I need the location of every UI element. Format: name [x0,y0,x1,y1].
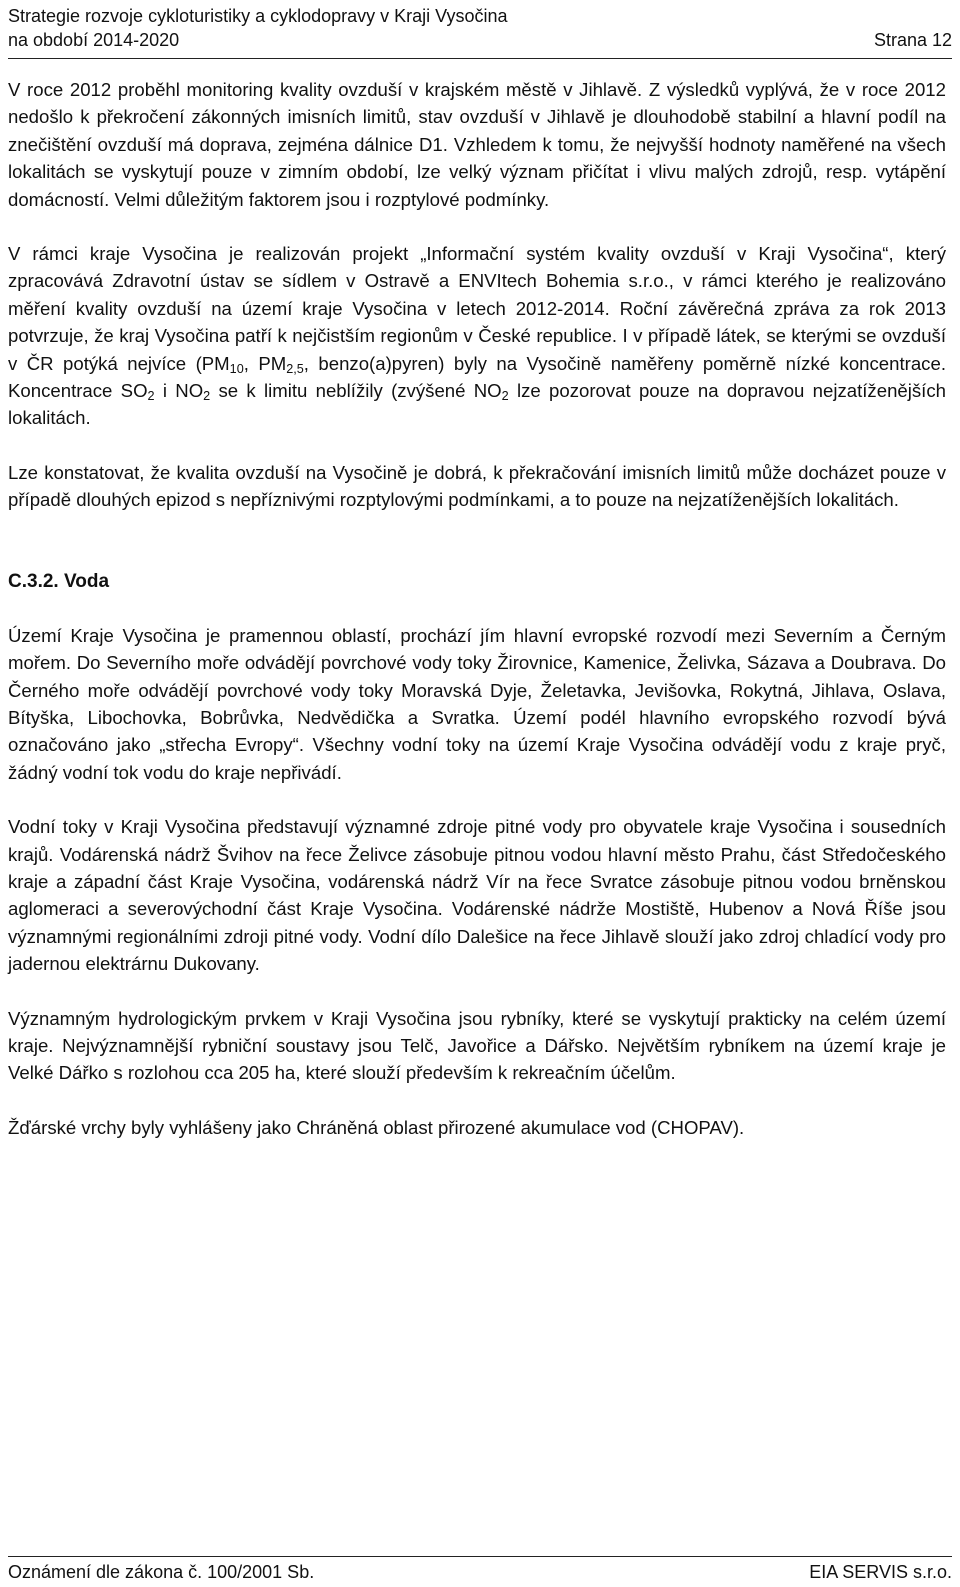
page-header [8,4,952,52]
section-heading-voda: C.3.2. Voda [8,570,110,592]
page-number: Strana 12 [873,30,952,50]
footer-divider [8,1556,952,1557]
paragraph-air-project-text-f: lze pozorovat pouze na dopravou nejzatíženějších lokalitách. [8,380,946,429]
paragraph-air-conclusion: Lze konstatovat, že kvalita ovzduší na Vysočině je dobrá, k překračování imisních limitů může docházet pouze v případě dlouhých epizod s nepříznivými rozptylovými podmínkami, a to pouze na nejzatíženějších lokalitách. [8,461,946,511]
document-body [8,76,946,1168]
subscript-no2-second: 2 [501,389,509,404]
paragraph-air-project-text-e: se k limitu neblížily (zvýšené NO [210,380,502,402]
header-period: na období 2014-2020 [8,30,180,50]
header-row [8,28,952,52]
subscript-so2: 2 [147,389,155,404]
header-divider [8,58,952,59]
footer-right: EIA SERVIS s.r.o. [809,1562,952,1582]
header-title: Strategie rozvoje cykloturistiky a cyklodopravy v Kraji Vysočina [8,6,508,26]
paragraph-air-project-text-b: , PM [243,352,287,374]
paragraph-chopav: Žďárské vrchy byly vyhlášeny jako Chráněná oblast přirozené akumulace vod (CHOPAV). [8,1116,745,1138]
subscript-pm25: 2,5 [286,361,304,376]
paragraph-water-sources: Vodní toky v Kraji Vysočina představují významné zdroje pitné vody pro obyvatele kraje Vysočina i sousedních krajů. Vodárenská nádrž Švihov na řece Želivce zásobuje pitnou vodou hlavní město Prahu, část Středočeského kraje a západní část Kraje Vysočina, vodárenská nádrž Vír na řece Svratce zásobuje pitnou vodou brněnskou aglomeraci a severovýchodní část Kraje Vysočina. Vodárenské nádrže Mostiště, Hubenov a Nová Říše jsou významnými regionálními zdroji pitné vody. Vodní dílo Dalešice na řece Jihlavě slouží jako zdroj chladící vody pro jadernou elektrárnu Dukovany. [8,816,946,975]
paragraph-ponds: Významným hydrologickým prvkem v Kraji Vysočina jsou rybníky, které se vyskytují prakticky na celém území kraje. Nejvýznamnější rybniční soustavy jsou Telč, Javořice a Dářsko. Největším rybníkem na území kraje je Velké Dářko s rozlohou cca 205 ha, které slouží především k rekreačním účelům. [8,1007,946,1084]
paragraph-air-monitoring: V roce 2012 proběhl monitoring kvality ovzduší v krajském městě v Jihlavě. Z výsledků vyplývá, že v roce 2012 nedošlo k překročení zákonných imisních limitů, stav ovzduší v Jihlavě je dlouhodobě stabilní a hlavní podíl na znečištění ovzduší má doprava, zejména dálnice D1. Vzhledem k tomu, že nejvyšší hodnoty naměřené na všech lokalitách se vyskytují pouze v zimním období, lze velký význam přičítat i vlivu malých zdrojů, resp. vytápění domácností. Velmi důležitým faktorem jsou i rozptylové podmínky. [8,79,946,210]
paragraph-air-project-text-c: , benzo(a)pyren) byly na Vysočině naměřeny poměrně nízké koncentrace. Koncentrace SO [8,352,946,402]
paragraph-air-project-text-a: V rámci kraje Vysočina je realizován projekt „Informační systém kvality ovzduší v Kraji Vysočina“, který zpracovává Zdravotní ústav se sídlem v Ostravě a ENVItech Bohemia s.r.o., v rámci kterého je realizováno měření kvality ovzduší na území kraje Vysočina v letech 2012-2014. Roční závěrečná zpráva za rok 2013 potvrzuje, že kraj Vysočina patří k nejčistším regionům v České republice. I v případě látek, se kterými se ovzduší v ČR potýká nejvíce (PM [8,243,946,374]
document-page [8,0,952,1587]
subscript-no2: 2 [203,389,211,404]
paragraph-water-watershed: Území Kraje Vysočina je pramennou oblastí, prochází jím hlavní evropské rozvodí mezi Severním a Černým mořem. Do Severního moře odvádějí povrchové vody toky Žirovnice, Kamenice, Želivka, Sázava a Doubrava. Do Černého moře odvádějí povrchové vody toky Moravská Dyje, Želetavka, Jevišovka, Rokytná, Jihlava, Oslava, Bítyška, Libochovka, Bobrůvka, Nedvědička a Svratka. Území podél hlavního evropského rozvodí bývá označováno jako „střecha Evropy“. Všechny vodní toky na území Kraje Vysočina odvádějí vodu z kraje pryč, žádný vodní tok vodu do kraje nepřivádí. [8,624,946,783]
subscript-pm10: 10 [229,361,244,376]
paragraph-air-project-text-d: i NO [154,380,204,402]
footer-left: Oznámení dle zákona č. 100/2001 Sb. [8,1562,315,1582]
page-footer [8,1560,952,1584]
paragraph-air-project [8,240,946,432]
